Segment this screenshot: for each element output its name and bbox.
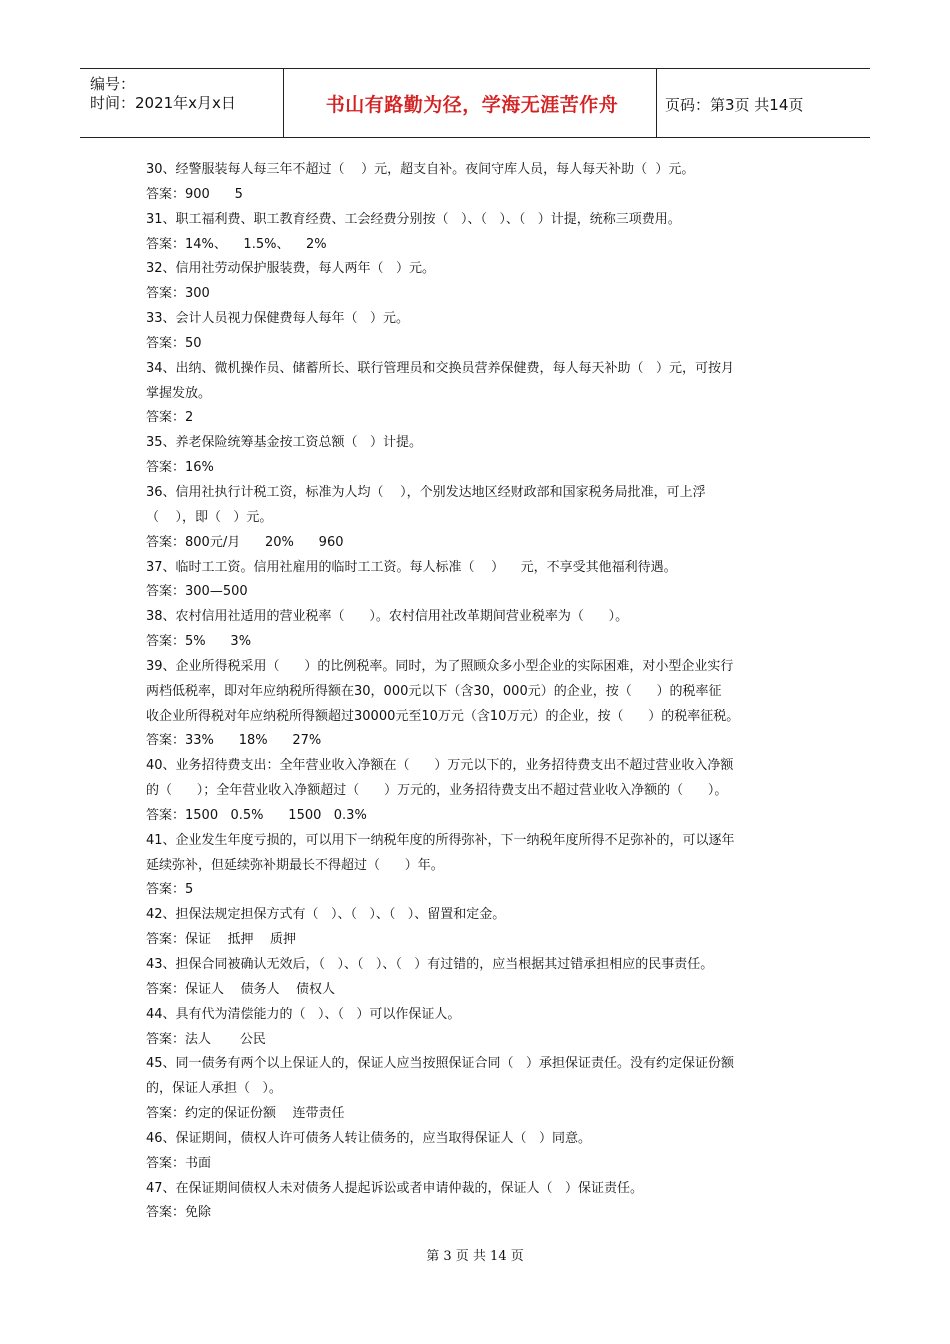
question-line: 44、具有代为清偿能力的（ ）、（ ）可以作保证人。 — [146, 1006, 461, 1022]
answer-line: 答案：800元/月 20% 960 — [146, 534, 344, 550]
page-footer: 第 3 页 共 14 页 — [426, 1249, 524, 1264]
serial-label: 编号： — [90, 75, 136, 93]
header-page-info: 页码：第3页 共14页 — [665, 96, 804, 114]
question-line: 30、经警服装每人每三年不超过（ ）元，超支自补。夜间守库人员，每人每天补助（ ）元。 — [146, 162, 695, 177]
question-line: （ ），即（ ）元。 — [146, 509, 273, 525]
question-line: 32、信用社劳动保护服装费，每人两年（ ）元。 — [146, 261, 435, 277]
question-line: 42、担保法规定担保方式有（ ）、（ ）、（ ）、留置和定金。 — [146, 907, 506, 923]
header-motto: 书山有路勤为径，学海无涯苦作舟 — [325, 93, 619, 116]
answer-line: 答案：2 — [146, 410, 194, 426]
answer-line: 答案：900 5 — [146, 186, 243, 202]
question-line: 两档低税率，即对年应纳税所得额在30，000元以下（含30，000元）的企业，按（ ）的税率征 — [146, 683, 722, 699]
answer-line: 答案：保证 抵押 质押 — [146, 932, 297, 948]
header-divider — [656, 69, 657, 137]
date-line: 时间：2021年x月x日 — [90, 94, 236, 112]
answer-line: 答案：法人 公民 — [146, 1031, 266, 1047]
question-line: 41、企业发生年度亏损的，可以用下一纳税年度的所得弥补，下一纳税年度所得不足弥补的，可以逐年 — [146, 832, 735, 848]
question-line: 的（ ）；全年营业收入净额超过（ ）万元的，业务招待费支出不超过营业收入净额的（ ）。 — [146, 783, 728, 799]
answer-line: 答案：1500 0.5% 1500 0.3% — [146, 807, 367, 823]
answer-line: 答案：300—500 — [146, 584, 248, 600]
question-line: 掌握发放。 — [146, 385, 212, 401]
answer-line: 答案：14%、 1.5%、 2% — [146, 236, 327, 252]
question-line: 33、会计人员视力保健费每人每年（ ）元。 — [146, 311, 409, 327]
answer-line: 答案：5% 3% — [146, 634, 252, 650]
answer-line: 答案：50 — [146, 335, 202, 351]
answer-line: 答案：5 — [146, 882, 194, 898]
question-line: 收企业所得税对年应纳税所得额超过30000元至10万元（含10万元）的企业，按（ ）的税率征税。 — [146, 708, 740, 724]
question-line: 35、养老保险统筹基金按工资总额（ ）计提。 — [146, 435, 422, 451]
question-line: 47、在保证期间债权人未对债务人提起诉讼或者申请仲裁的，保证人（ ）保证责任。 — [146, 1180, 643, 1196]
answer-line: 答案：16% — [146, 460, 214, 476]
answer-line: 答案：300 — [146, 286, 210, 302]
header-left-cell — [90, 75, 236, 113]
question-line: 31、职工福利费、职工教育经费、工会经费分别按（ ）、（ ）、（ ）计提，统称三项费用。 — [146, 211, 681, 227]
question-line: 40、业务招待费支出：全年营业收入净额在（ ）万元以下的，业务招待费支出不超过营业收入净额 — [146, 758, 734, 774]
answer-line: 答案：免除 — [146, 1205, 212, 1221]
question-line: 36、信用社执行计税工资，标准为人均（ ），个别发达地区经财政部和国家税务局批准，可上浮 — [146, 484, 706, 500]
question-line: 的，保证人承担（ ）。 — [146, 1081, 282, 1097]
answer-line: 答案：33% 18% 27% — [146, 733, 322, 749]
document-body — [146, 158, 811, 1226]
answer-line: 答案：书面 — [146, 1155, 212, 1171]
answer-line: 答案：保证人 债务人 债权人 — [146, 981, 336, 997]
question-line: 46、保证期间，债权人许可债务人转让债务的，应当取得保证人（ ）同意。 — [146, 1130, 591, 1146]
question-line: 延续弥补，但延续弥补期最长不得超过（ ）年。 — [146, 857, 444, 873]
header-table — [80, 68, 870, 138]
question-line: 38、农村信用社适用的营业税率（ ）。农村信用社改革期间营业税率为（ ）。 — [146, 609, 629, 625]
question-line: 34、出纳、微机操作员、储蓄所长、联行管理员和交换员营养保健费，每人每天补助（ ）元，可按月 — [146, 360, 734, 376]
question-line: 37、临时工工资。信用社雇用的临时工工资。每人标准（ ） 元，不享受其他福利待遇。 — [146, 559, 677, 575]
answer-line: 答案：约定的保证份额 连带责任 — [146, 1106, 345, 1122]
question-line: 45、同一债务有两个以上保证人的，保证人应当按照保证合同（ ）承担保证责任。没有约定保证份额 — [146, 1056, 734, 1072]
header-divider — [283, 69, 284, 137]
question-line: 39、企业所得税采用（ ）的比例税率。同时，为了照顾众多小型企业的实际困难，对小型企业实行 — [146, 658, 734, 674]
question-line: 43、担保合同被确认无效后，（ ）、（ ）、（ ）有过错的，应当根据其过错承担相应的民事责任。 — [146, 957, 714, 972]
